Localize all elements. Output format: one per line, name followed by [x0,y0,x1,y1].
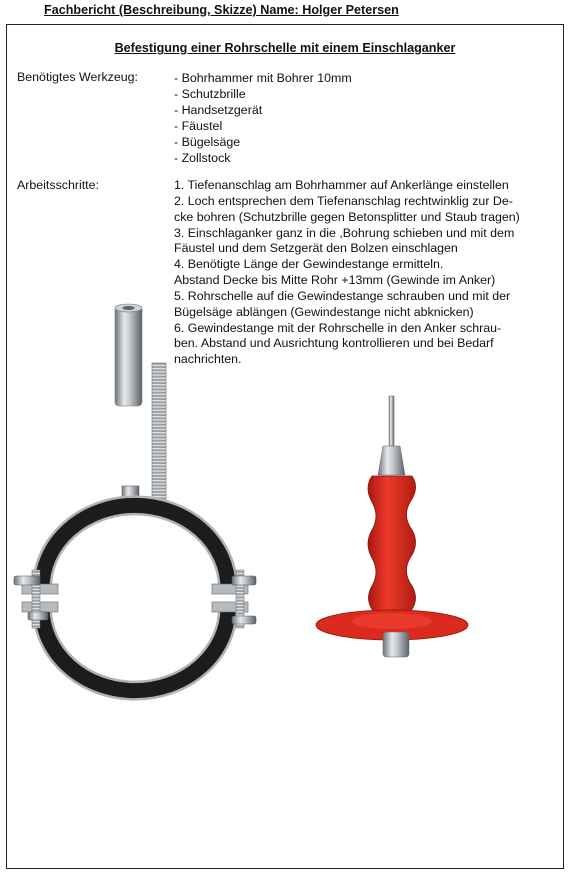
steps-label: Arbeitsschritte: [17,178,99,192]
setting-tool-illustration [316,396,468,657]
step-line: 4. Benötigte Länge der Gewindestange ermitteln. [174,257,444,272]
report-header: Fachbericht (Beschreibung, Skizze) Name: Holger Petersen [44,3,399,17]
tool-item: - Handsetzgerät [174,103,263,117]
tools-label: Benötigtes Werkzeug: [17,70,138,84]
step-line: Abstand Decke bis Mitte Rohr +13mm (Gewinde im Anker) [174,273,496,288]
step-line: ben. Abstand und Ausrichtung kontrollieren und bei Bedarf [174,336,494,351]
step-line: 3. Einschlaganker ganz in die ,Bohrung schieben und mit dem [174,225,515,240]
pipe-clamp-illustration [14,486,256,691]
tool-item: - Zollstock [174,151,231,165]
step-line: 6. Gewindestange mit der Rohrschelle in den Anker schrau- [174,320,502,335]
tool-item: - Fäustel [174,119,223,133]
tool-item: - Bügelsäge [174,135,241,149]
step-line: 5. Rohrschelle auf die Gewindestange schrauben und mit der [174,288,511,303]
step-line: 2. Loch entsprechen dem Tiefenanschlag rechtwinklig zur De- [174,193,513,208]
tool-item: - Schutzbrille [174,87,246,101]
step-line: cke bohren (Schutzbrille gegen Betonsplitter und Staub tragen) [174,209,520,224]
threaded-rod-illustration [152,363,166,506]
anchor-sleeve-illustration [115,304,142,406]
step-line: Fäustel und dem Setzgerät den Bolzen einschlagen [174,241,458,256]
document-title: Befestigung einer Rohrschelle mit einem Einschlaganker [114,41,456,55]
step-line: 1. Tiefenanschlag am Bohrhammer auf Ankerlänge einstellen [174,178,509,192]
step-line: nachrichten. [174,352,242,367]
step-line: Bügelsäge ablängen (Gewindestange nicht abknicken) [174,304,474,319]
tool-item: - Bohrhammer mit Bohrer 10mm [174,71,352,85]
